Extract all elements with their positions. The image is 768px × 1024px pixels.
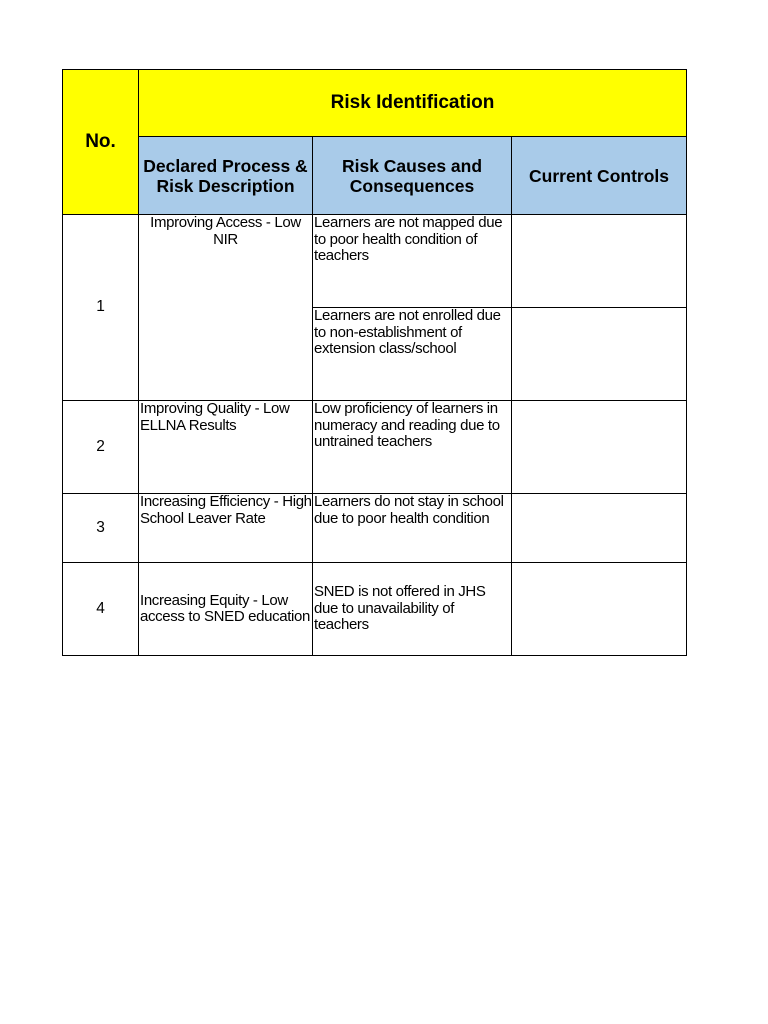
risk-identification-table (62, 69, 687, 656)
table-row (63, 215, 687, 308)
causes-column-header: Risk Causes and Consequences (313, 137, 512, 215)
row-number: 4 (63, 563, 139, 656)
risk-identification-header: Risk Identification (139, 70, 687, 137)
table-row (63, 401, 687, 494)
header-row-top (63, 70, 687, 137)
process-cell: Increasing Efficiency - High School Leaver Rate (139, 494, 313, 563)
controls-cell (512, 308, 687, 401)
causes-cell: Learners do not stay in school due to poor health condition (313, 494, 512, 563)
process-column-header: Declared Process & Risk Description (139, 137, 313, 215)
controls-column-header: Current Controls (512, 137, 687, 215)
row-number: 2 (63, 401, 139, 494)
controls-cell (512, 494, 687, 563)
causes-cell: Learners are not mapped due to poor health condition of teachers (313, 215, 512, 308)
row-number: 3 (63, 494, 139, 563)
causes-cell: Learners are not enrolled due to non-establishment of extension class/school (313, 308, 512, 401)
controls-cell (512, 215, 687, 308)
table-row (63, 563, 687, 656)
causes-cell: SNED is not offered in JHS due to unavailability of teachers (313, 563, 512, 656)
table-row (63, 494, 687, 563)
process-cell: Improving Access - Low NIR (139, 215, 313, 401)
controls-cell (512, 563, 687, 656)
header-row-columns (63, 137, 687, 215)
no-header: No. (63, 70, 139, 215)
process-cell: Increasing Equity - Low access to SNED education (139, 563, 313, 656)
controls-cell (512, 401, 687, 494)
process-cell: Improving Quality - Low ELLNA Results (139, 401, 313, 494)
row-number: 1 (63, 215, 139, 401)
causes-cell: Low proficiency of learners in numeracy and reading due to untrained teachers (313, 401, 512, 494)
